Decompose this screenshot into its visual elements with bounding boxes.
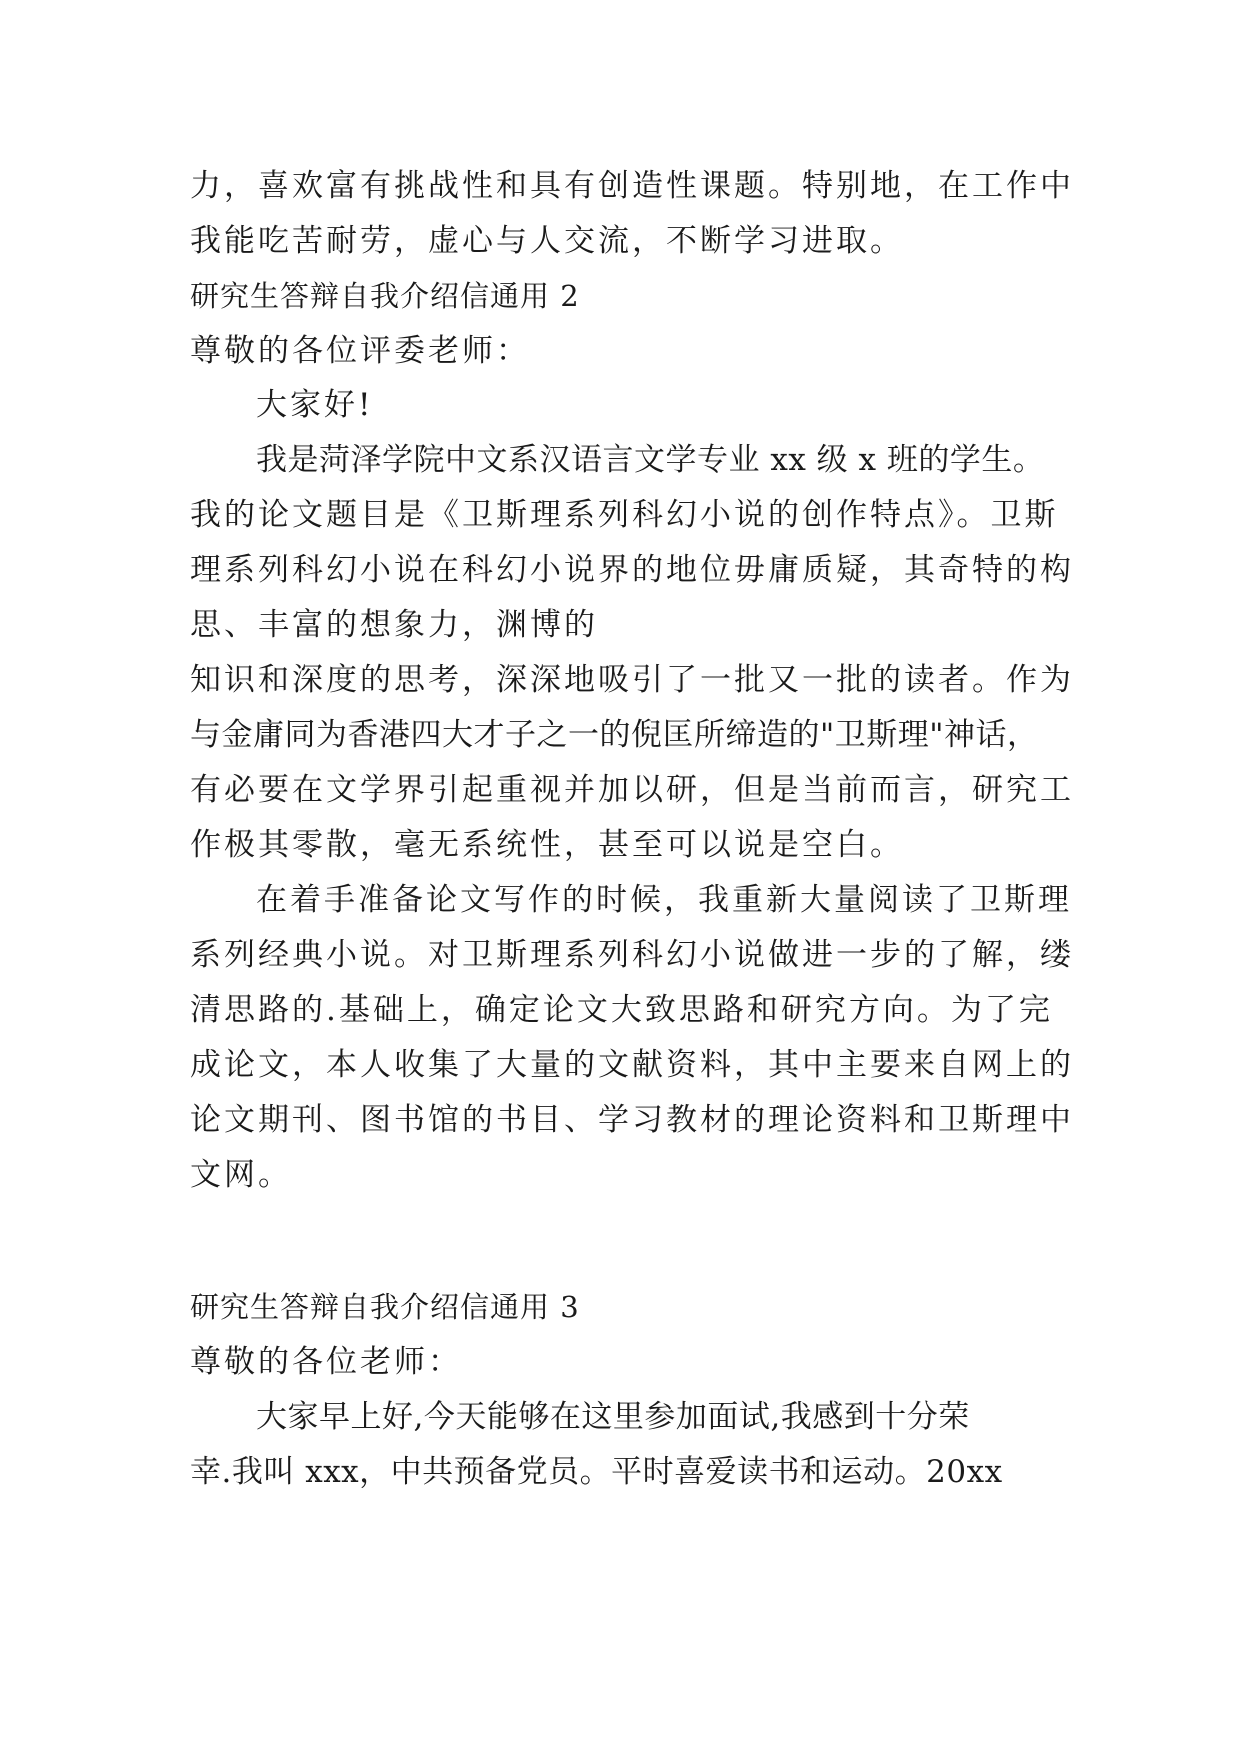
paragraph-line: 有必要在文学界引起重视并加以研，但是当前而言，研究工	[190, 772, 1074, 808]
paragraph-line: 与金庸同为香港四大才子之一的倪匡所缔造的"卫斯理"神话，	[190, 717, 1039, 753]
salutation: 尊敬的各位老师：	[190, 1344, 462, 1380]
paragraph-line: 成论文，本人收集了大量的文献资料，其中主要来自网上的	[190, 1047, 1074, 1083]
paragraph-line: 理系列科幻小说在科幻小说界的地位毋庸质疑，其奇特的构	[190, 552, 1074, 588]
paragraph-line: 我的论文题目是《卫斯理系列科幻小说的创作特点》。卫斯	[190, 497, 1059, 533]
paragraph-line: 系列经典小说。对卫斯理系列科幻小说做进一步的了解，缕	[190, 937, 1074, 973]
paragraph-line: 论文期刊、图书馆的书目、学习教材的理论资料和卫斯理中	[190, 1102, 1074, 1138]
section-title: 研究生答辩自我介绍信通用 2	[190, 279, 580, 313]
salutation: 尊敬的各位评委老师：	[190, 333, 530, 369]
paragraph-line: 知识和深度的思考，深深地吸引了一批又一批的读者。作为	[190, 662, 1074, 698]
paragraph-line: 我是菏泽学院中文系汉语言文学专业 xx 级 x 班的学生。	[256, 442, 1045, 478]
paragraph-line: 文网。	[190, 1157, 292, 1193]
paragraph-line: 我能吃苦耐劳，虚心与人交流，不断学习进取。	[190, 223, 904, 259]
section-title: 研究生答辩自我介绍信通用 3	[190, 1290, 580, 1324]
paragraph-line: 大家早上好,今天能够在这里参加面试,我感到十分荣	[256, 1399, 970, 1435]
greeting: 大家好!	[256, 387, 374, 423]
paragraph-line: 作极其零散，毫无系统性，甚至可以说是空白。	[190, 827, 904, 863]
paragraph-line: 清思路的.基础上，确定论文大致思路和研究方向。为了完	[190, 992, 1053, 1028]
paragraph-line: 在着手准备论文写作的时候，我重新大量阅读了卫斯理	[256, 882, 1072, 918]
paragraph-line: 思、丰富的想象力，渊博的	[190, 607, 598, 643]
paragraph-line: 力，喜欢富有挑战性和具有创造性课题。特别地，在工作中	[190, 168, 1074, 204]
paragraph-line: 幸.我叫 xxx，中共预备党员。平时喜爱读书和运动。20xx	[190, 1454, 1003, 1490]
